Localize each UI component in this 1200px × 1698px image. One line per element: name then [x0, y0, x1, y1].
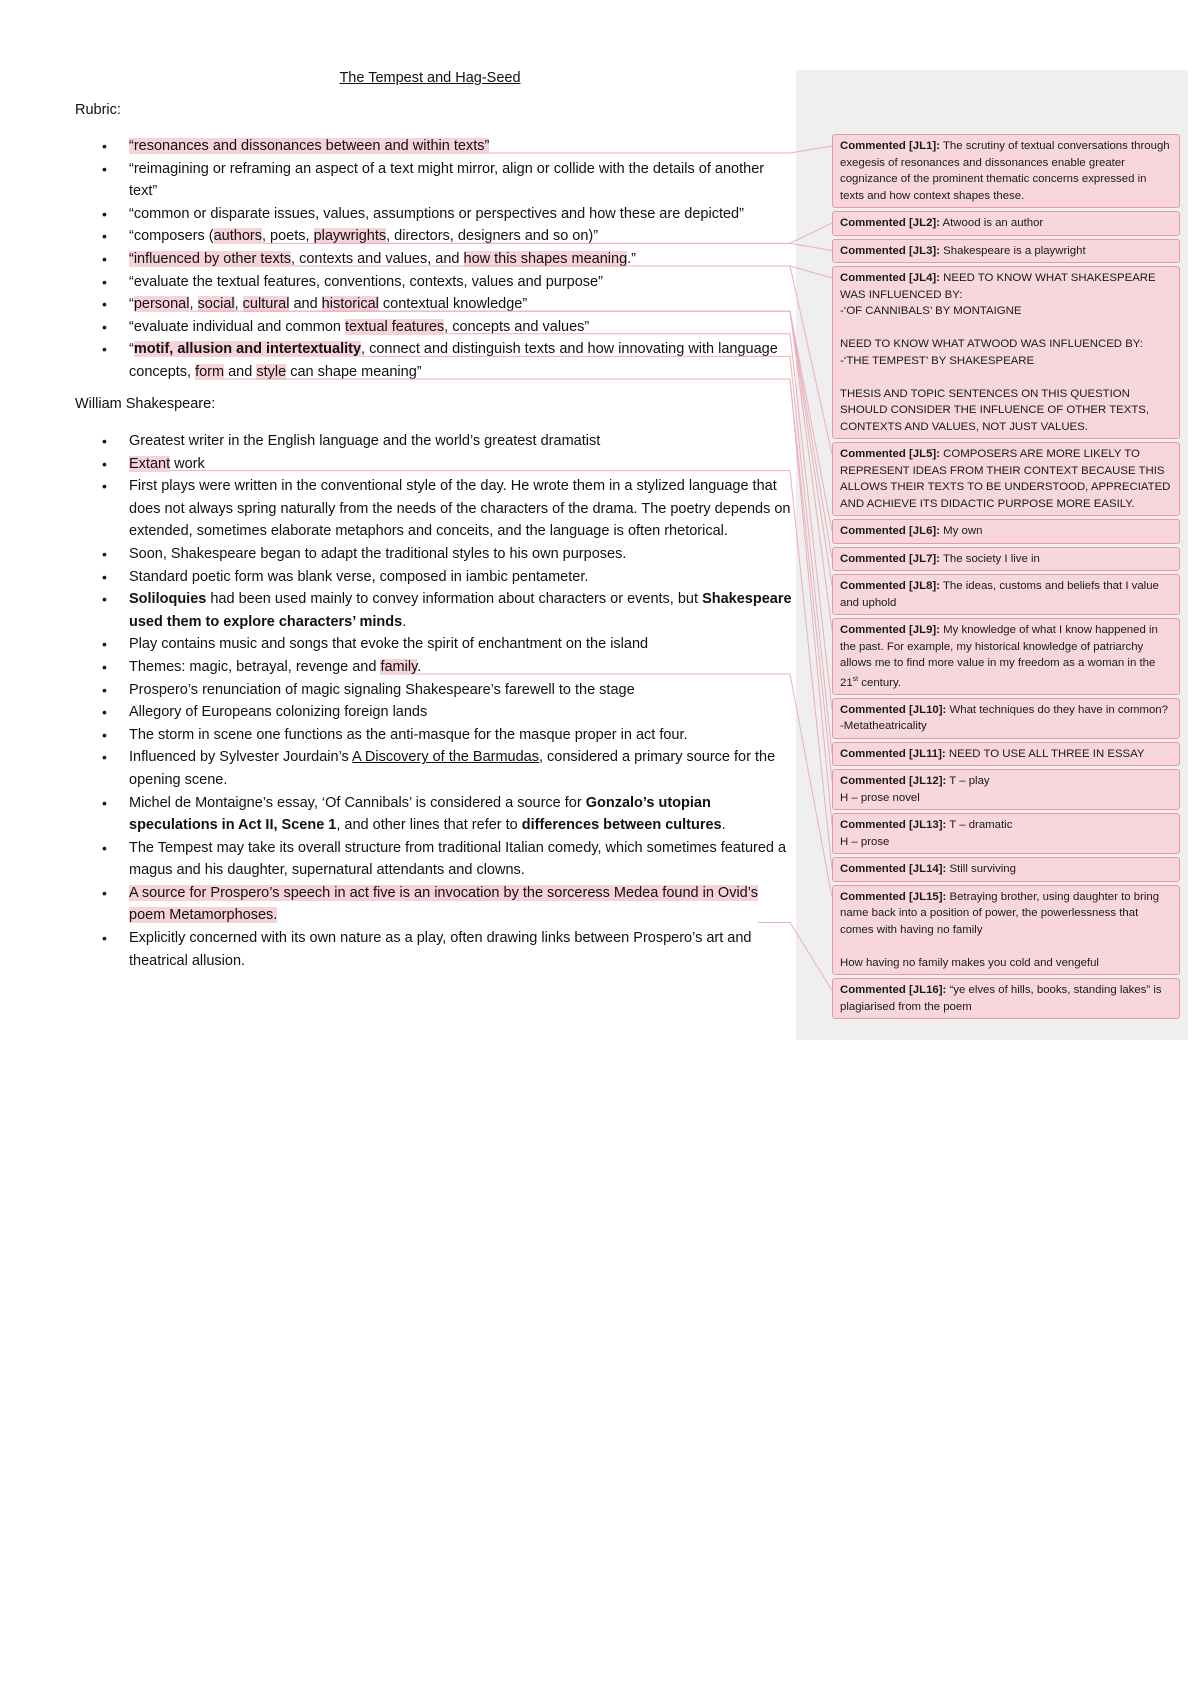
shakespeare-bullet-item [75, 633, 795, 656]
shakespeare-heading: William Shakespeare: [75, 396, 216, 412]
highlighted-text[interactable]: motif, allusion and intertextuality [133, 341, 362, 358]
comment-text: The society I live in [942, 552, 1040, 565]
comment-balloon-jl16[interactable] [832, 978, 1180, 1019]
rubric-bullet-item [75, 158, 795, 203]
rubric-bullet-item [75, 293, 795, 316]
text-run: “reimagining or reframing an aspect of a text might mirror, align or collide with the details of another text” [129, 160, 765, 200]
highlighted-text[interactable]: A source for Prospero’s speech in act five is an invocation by the sorceress Medea found in Ovid’s poem Metamorphoses. [129, 884, 758, 924]
shakespeare-bullet-item [75, 656, 795, 679]
text-run: differences between cultures [521, 817, 722, 834]
text-run: “ [129, 341, 134, 358]
text-run: , poets, [261, 228, 314, 245]
rubric-bullet-item [75, 135, 795, 158]
comment-text: What techniques do they have in common? -Metatheatricality [840, 703, 1168, 733]
comment-label: Commented [JL3]: [840, 244, 940, 257]
rubric-bullet-item [75, 271, 795, 294]
text-run: Allegory of Europeans colonizing foreign lands [129, 704, 428, 721]
comment-text: Still surviving [949, 863, 1016, 876]
comment-label: Commented [JL9]: [840, 624, 940, 636]
comment-balloon-jl11[interactable] [832, 742, 1180, 767]
comment-label: Commented [JL16]: [840, 984, 947, 997]
text-run: Gonzalo’s utopian speculations in Act II, Scene 1 [129, 794, 711, 834]
shakespeare-bullet-item [75, 475, 795, 543]
comments-column [832, 134, 1180, 1022]
comment-balloon-jl6[interactable] [832, 519, 1180, 544]
highlighted-text[interactable]: style [256, 363, 287, 380]
comment-balloon-jl8[interactable] [832, 574, 1180, 615]
highlighted-text[interactable]: textual features [345, 318, 445, 335]
text-run: Standard poetic form was blank verse, composed in iambic pentameter. [129, 568, 589, 585]
comment-text: Shakespeare is a playwright [943, 244, 1086, 257]
comment-balloon-jl14[interactable] [832, 857, 1180, 882]
shakespeare-bullet-item [75, 837, 795, 882]
rubric-list [75, 135, 795, 384]
comment-superscript: st [852, 675, 859, 683]
comment-text: Atwood is an author [942, 217, 1044, 229]
text-run: Explicitly concerned with its own nature as a play, often drawing links between Prospero’s art and theatrical allusion. [129, 930, 752, 969]
comment-label: Commented [JL11]: [840, 747, 946, 760]
comment-text: T – play H – prose novel [840, 775, 990, 804]
text-run: “composers ( [129, 228, 214, 245]
document-title: The Tempest and Hag-Seed [339, 70, 521, 86]
comment-balloon-jl13[interactable] [832, 813, 1180, 854]
highlighted-text[interactable]: authors [213, 228, 262, 245]
comment-balloon-jl4[interactable] [832, 266, 1180, 439]
rubric-bullet-item [75, 225, 795, 248]
highlighted-text[interactable]: cultural [242, 296, 290, 313]
text-run: Soliloquies [129, 591, 207, 608]
highlighted-text[interactable]: Extant [129, 455, 171, 472]
text-run: . [417, 658, 422, 675]
text-run: “common or disparate issues, values, assumptions or perspectives and how these are depicted” [129, 205, 744, 222]
comment-balloon-jl10[interactable] [832, 698, 1180, 739]
shakespeare-bullet-item [75, 566, 795, 589]
text-run: “ [129, 296, 134, 313]
shakespeare-bullet-item [75, 746, 795, 791]
comment-label: Commented [JL6]: [840, 525, 940, 537]
text-run: Play contains music and songs that evoke the spirit of enchantment on the island [129, 636, 649, 653]
text-run: , contexts and values, and [291, 250, 464, 267]
comment-label: Commented [JL14]: [840, 863, 947, 876]
comment-label: Commented [JL5]: [840, 448, 940, 460]
highlighted-text[interactable]: how this shapes meaning [463, 250, 628, 267]
comment-label: Commented [JL12]: [840, 775, 947, 788]
comment-balloon-jl1[interactable] [832, 134, 1180, 208]
text-run: , [189, 296, 198, 313]
comment-balloon-jl3[interactable] [832, 239, 1180, 264]
comment-label: Commented [JL10]: [840, 703, 947, 716]
comment-text: “ye elves of hills, books, standing lakes” is plagiarised from the poem [840, 984, 1162, 1013]
comment-text: The scrutiny of textual conversations through exegesis of resonances and dissonances enable greater cognizance of the prominent thematic concerns expressed in texts and how context shapes these. [840, 140, 1170, 202]
highlighted-text[interactable]: personal [133, 296, 190, 313]
comment-label: Commented [JL8]: [840, 580, 940, 592]
text-run: The Tempest may take its overall structure from traditional Italian comedy, which sometimes featured a magus and his daughter, supernatural attendants and clowns. [129, 839, 787, 879]
text-run: Soon, Shakespeare began to adapt the traditional styles to his own purposes. [129, 545, 627, 562]
comment-text: The ideas, customs and beliefs that I value and uphold [840, 580, 1159, 609]
shakespeare-bullet-item [75, 588, 795, 633]
text-run: Michel de Montaigne’s essay, ‘Of Cannibals’ is considered a source for [129, 794, 586, 811]
comment-balloon-jl15[interactable] [832, 885, 1180, 976]
text-run: , connect and distinguish texts and how innovating with language concepts, [129, 341, 778, 380]
text-run: Prospero’s renunciation of magic signaling Shakespeare’s farewell to the stage [129, 681, 635, 698]
comment-text-tail: century. [858, 676, 901, 689]
highlighted-text[interactable]: historical [321, 296, 379, 313]
text-run: Greatest writer in the English language and the world’s greatest dramatist [129, 433, 601, 449]
rubric-bullet-item [75, 248, 795, 271]
text-run: .” [627, 250, 637, 267]
text-run: , considered a primary source for the opening scene. [129, 749, 776, 788]
shakespeare-bullet-item [75, 701, 795, 724]
text-run: , directors, designers and so on)” [386, 228, 599, 245]
comment-label: Commented [JL2]: [840, 217, 940, 229]
text-run: A Discovery of the Barmudas [352, 749, 539, 766]
text-run: can shape meaning” [286, 363, 422, 380]
shakespeare-bullet-item [75, 882, 795, 927]
comment-balloon-jl12[interactable] [832, 769, 1180, 810]
shakespeare-bullet-item [75, 430, 795, 453]
text-run: . [721, 817, 726, 834]
text-run: and [289, 296, 322, 313]
text-run: contextual knowledge” [378, 296, 528, 313]
shakespeare-bullet-item [75, 927, 795, 972]
text-run: and [224, 363, 257, 380]
comment-balloon-jl7[interactable] [832, 547, 1180, 572]
highlighted-text[interactable]: form [195, 363, 225, 380]
shakespeare-bullet-item [75, 724, 795, 747]
comment-label: Commented [JL13]: [840, 819, 947, 832]
rubric-bullet-item [75, 316, 795, 339]
text-run: “evaluate individual and common [129, 318, 346, 335]
comment-balloon-jl2[interactable] [832, 211, 1180, 236]
comment-label: Commented [JL1]: [840, 140, 940, 152]
text-run: , [234, 296, 243, 313]
text-run: work [170, 455, 205, 472]
highlighted-text[interactable]: “influenced by other texts [129, 250, 292, 267]
rubric-bullet-item [75, 338, 795, 383]
comment-text: NEED TO KNOW WHAT SHAKESPEARE WAS INFLUENCED BY: -‘OF CANNIBALS’ BY MONTAIGNE NEED TO KNOW WHAT ATWOOD WAS INFLUENCED BY: -‘THE TEMPEST’ BY SHAKESPEARE THESIS AND TOPIC SENTENCES ON THIS QUESTION SHOULD CONSIDER THE INFLUENCE OF OTHER TEXTS, CONTEXTS AND VALUES, NOT JUST VALUES. [840, 272, 1156, 433]
shakespeare-bullet-item [75, 453, 795, 476]
shakespeare-list [75, 430, 795, 972]
comment-balloon-jl5[interactable] [832, 442, 1180, 516]
text-run: Themes: magic, betrayal, revenge and [129, 658, 381, 675]
text-run: . [402, 613, 407, 630]
text-run: “evaluate the textual features, conventions, contexts, values and purpose” [129, 273, 603, 290]
comment-label: Commented [JL7]: [840, 552, 940, 565]
highlighted-text[interactable]: “resonances and dissonances between and within texts” [129, 138, 490, 154]
rubric-heading: Rubric: [75, 102, 121, 118]
rubric-bullet-item [75, 203, 795, 226]
shakespeare-bullet-item [75, 792, 795, 837]
comment-label: Commented [JL15]: [840, 890, 947, 903]
comment-text: COMPOSERS ARE MORE LIKELY TO REPRESENT IDEAS FROM THEIR CONTEXT BECAUSE THIS ALLOWS THEIR TEXTS TO BE UNDERSTOOD, APPRECIATED AND ACHIEVE ITS DIDACTIC PURPOSE MORE EASILY. [840, 448, 1171, 510]
shakespeare-bullet-item [75, 543, 795, 566]
comment-text: T – dramatic H – prose [840, 819, 1013, 848]
comment-text: NEED TO USE ALL THREE IN ESSAY [948, 747, 1145, 760]
comment-text: Betraying brother, using daughter to bring name back into a position of power, the powerlessness that comes with having no family How having no family makes you cold and vengeful [840, 890, 1160, 969]
text-run: , and other lines that refer to [336, 817, 522, 834]
text-run: The storm in scene one functions as the anti-masque for the masque proper in act four. [129, 726, 688, 743]
comment-balloon-jl9[interactable] [832, 618, 1180, 695]
highlighted-text[interactable]: social [197, 296, 235, 313]
text-run: Shakespeare used them to explore characters’ minds [129, 591, 792, 630]
shakespeare-bullet-item [75, 679, 795, 702]
comment-text: My knowledge of what I know happened in the past. For example, my historical knowledge of patriarchy allows me to find more value in my freedom as a woman in the 21 [840, 624, 1158, 689]
text-run: First plays were written in the conventional style of the day. He wrote them in a stylized language that does not always spring naturally from the needs of the characters of the drama. The poetry depends on extended, sometimes elaborate metaphors and conceits, and the language is often rhetorical. [129, 478, 791, 540]
highlighted-text[interactable]: playwrights [313, 228, 387, 245]
highlighted-text[interactable]: family [380, 658, 418, 675]
text-run: Influenced by Sylvester Jourdain’s [129, 749, 353, 766]
text-run: had been used mainly to convey information about characters or events, but [206, 591, 703, 608]
comment-label: Commented [JL4]: [840, 272, 940, 284]
comment-text: My own [943, 525, 983, 537]
text-run: , concepts and values” [444, 318, 590, 335]
